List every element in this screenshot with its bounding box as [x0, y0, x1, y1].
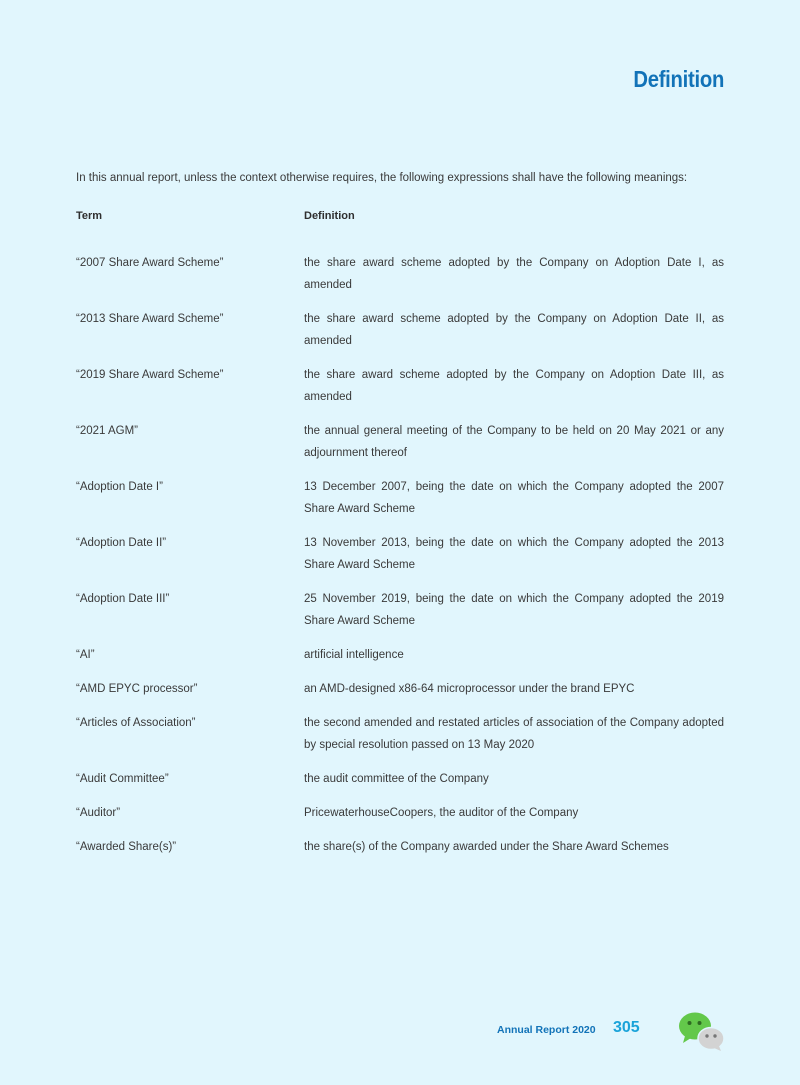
- definition-cell: PricewaterhouseCoopers, the auditor of the Company: [304, 807, 579, 819]
- term-column-header: Term: [76, 210, 103, 222]
- table-row: [76, 678, 724, 700]
- term-cell: “2021 AGM”: [76, 425, 138, 437]
- definition-cell: the share award scheme adopted by the Company on Adoption Date I, as amended: [304, 257, 724, 291]
- definition-column-header: Definition: [304, 210, 355, 222]
- table-header-row: [76, 205, 724, 240]
- table-row: [76, 644, 724, 666]
- table-row: [76, 768, 724, 790]
- term-cell: “Awarded Share(s)”: [76, 841, 177, 853]
- report-name: Annual Report 2020: [497, 1024, 596, 1036]
- definition-cell: an AMD-designed x86-64 microprocessor under the brand EPYC: [304, 683, 635, 695]
- wechat-logo-icon: [676, 1010, 726, 1052]
- table-row: [76, 308, 724, 352]
- definition-cell: the share(s) of the Company awarded under the Share Award Schemes: [304, 841, 669, 853]
- table-row: [76, 420, 724, 464]
- term-cell: “2019 Share Award Scheme”: [76, 369, 224, 381]
- definition-cell: the audit committee of the Company: [304, 773, 489, 785]
- definition-cell: the share award scheme adopted by the Company on Adoption Date III, as amended: [304, 369, 724, 403]
- term-cell: “Articles of Association”: [76, 717, 196, 729]
- term-cell: “AI”: [76, 649, 95, 661]
- term-cell: “Adoption Date III”: [76, 593, 170, 605]
- table-row: [76, 836, 724, 858]
- intro-paragraph: In this annual report, unless the context otherwise requires, the following expressions shall have the following meanings:: [76, 172, 688, 184]
- page-number: 305: [613, 1019, 640, 1036]
- definition-table: [76, 205, 724, 858]
- table-row: [76, 364, 724, 408]
- table-row: [76, 532, 724, 576]
- definition-cell: artificial intelligence: [304, 649, 404, 661]
- table-row: [76, 588, 724, 632]
- term-cell: “Adoption Date II”: [76, 537, 167, 549]
- page-title: Definition: [633, 66, 724, 92]
- table-row: [76, 252, 724, 296]
- table-row: [76, 802, 724, 824]
- definition-cell: 25 November 2019, being the date on which the Company adopted the 2019 Share Award Scheme: [304, 593, 724, 627]
- term-cell: “2007 Share Award Scheme”: [76, 257, 224, 269]
- term-cell: “2013 Share Award Scheme”: [76, 313, 224, 325]
- table-row: [76, 712, 724, 756]
- table-row: [76, 476, 724, 520]
- term-cell: “AMD EPYC processor”: [76, 683, 198, 695]
- definition-cell: 13 November 2013, being the date on which the Company adopted the 2013 Share Award Scheme: [304, 537, 724, 571]
- term-cell: “Audit Committee”: [76, 773, 169, 785]
- definition-cell: the annual general meeting of the Company to be held on 20 May 2021 or any adjournment thereof: [304, 425, 724, 459]
- definition-cell: 13 December 2007, being the date on which the Company adopted the 2007 Share Award Scheme: [304, 481, 724, 515]
- definition-cell: the share award scheme adopted by the Company on Adoption Date II, as amended: [304, 313, 724, 347]
- term-cell: “Auditor”: [76, 807, 121, 819]
- definition-cell: the second amended and restated articles of association of the Company adopted by special resolution passed on 13 May 2020: [304, 717, 724, 751]
- term-cell: “Adoption Date I”: [76, 481, 163, 493]
